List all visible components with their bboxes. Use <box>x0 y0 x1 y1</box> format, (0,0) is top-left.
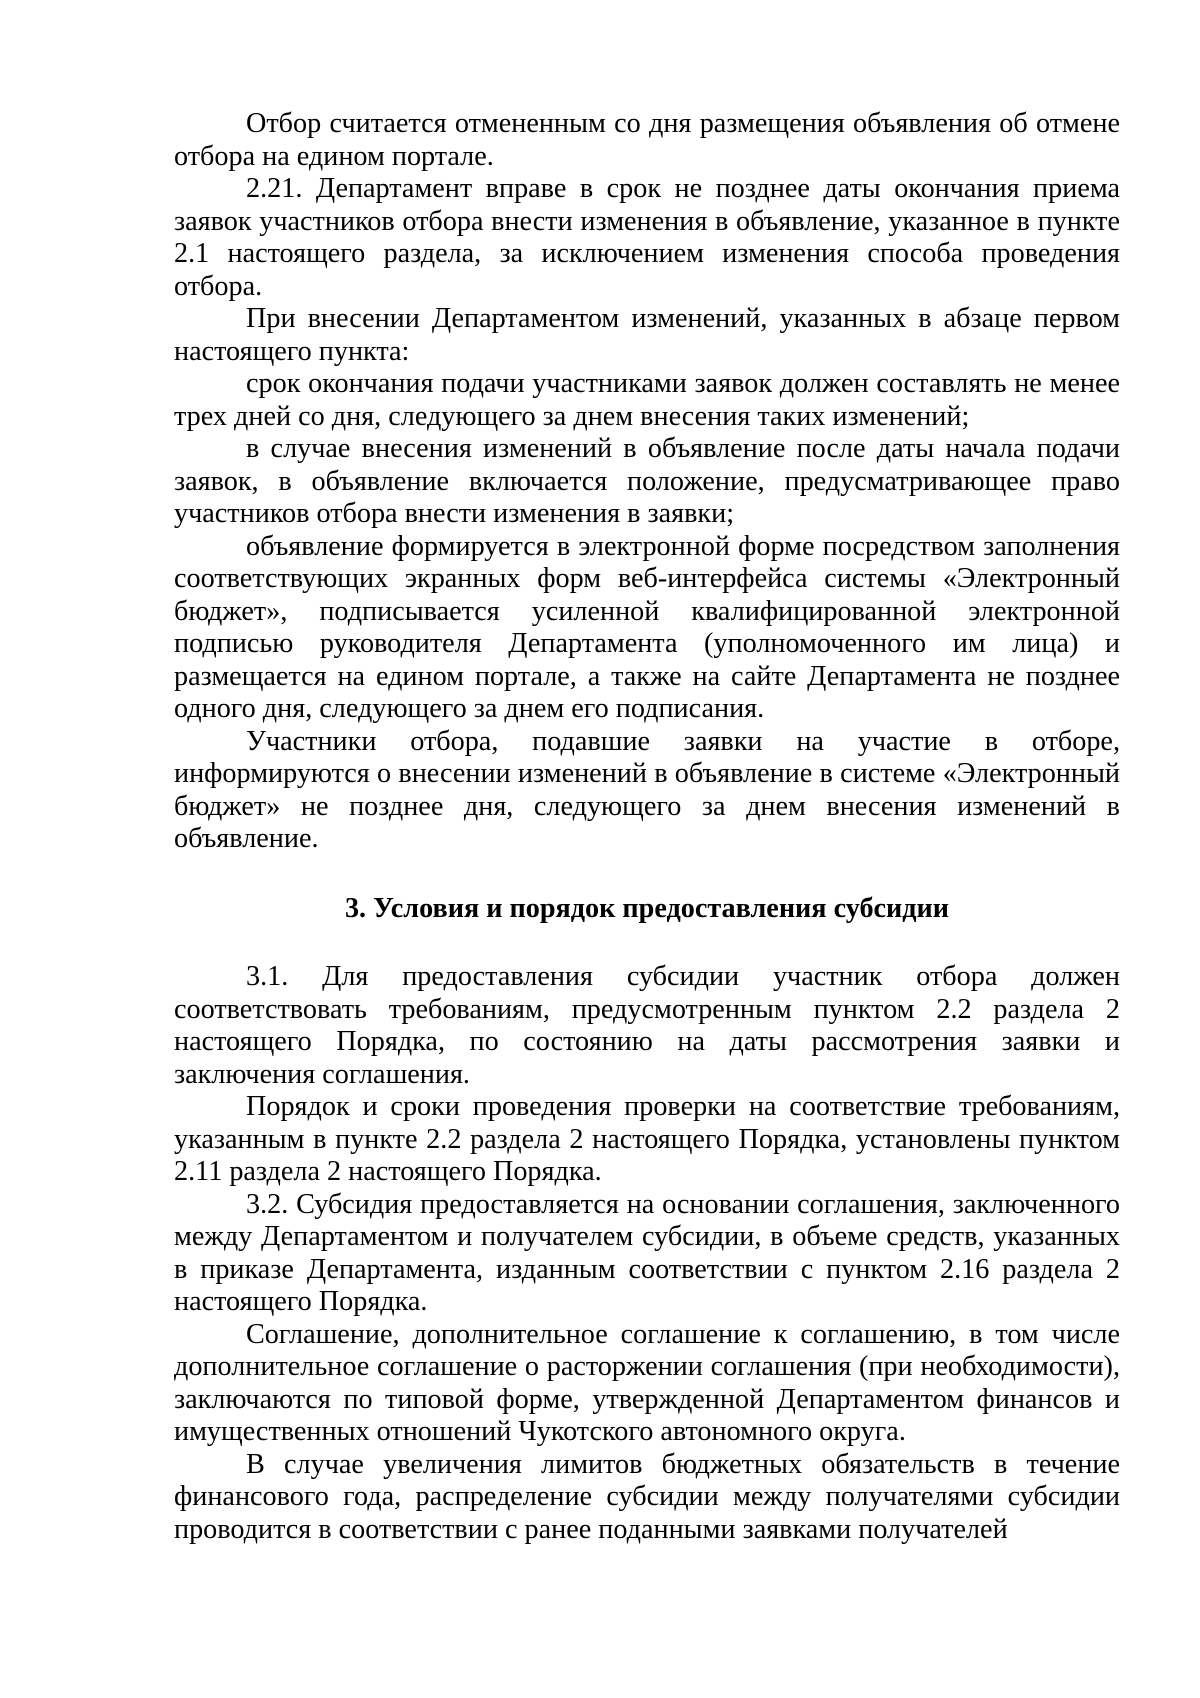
paragraph-amend-applications: в случае внесения изменений в объявление после даты начала подачи заявок, в объявление включается положение, предусматривающее право участников отбора внести изменения в заявки; <box>174 433 1120 529</box>
section-heading: 3. Условия и порядок предоставления субсидии <box>344 892 950 924</box>
paragraph-participants-informed: Участники отбора, подавшие заявки на участие в отборе, информируются о внесении изменений в объявление в системе «Электронный бюджет» не позднее дня, следующего за днем внесения изменений в объявление. <box>174 725 1120 854</box>
paragraph-electronic-form: объявление формируется в электронной форме посредством заполнения соответствующих экранных форм веб-интерфейса системы «Электронный бюджет», подписывается усиленной квалифицированной электронной подписью руководителя Департамента (уполномоченного им лица) и размещается на едином портале, а также на сайте Департамента не позднее одного дня, следующего за днем его подписания. <box>174 530 1120 724</box>
paragraph-cancel-notice: Отбор считается отмененным со дня размещения объявления об отмене отбора на едином портале. <box>174 108 1120 172</box>
paragraph-2-21: 2.21. Департамент вправе в срок не позднее даты окончания приема заявок участников отбора внести изменения в объявление, указанное в пункте 2.1 настоящего раздела, за исключением изменения способа проведения отбора. <box>174 173 1120 302</box>
paragraph-3-2: 3.2. Субсидия предоставляется на основании соглашения, заключенного между Департаментом и получателем субсидии, в объеме средств, указанных в приказе Департамента, изданным соответствии с пунктом 2.16 раздела 2 настоящего Порядка. <box>174 1188 1120 1317</box>
paragraph-changes-intro: При внесении Департаментом изменений, указанных в абзаце первом настоящего пункта: <box>174 303 1120 367</box>
document-page <box>174 108 1120 1546</box>
paragraph-agreement-form: Соглашение, дополнительное соглашение к соглашению, в том числе дополнительное соглашение о расторжении соглашения (при необходимости), заключаются по типовой форме, утвержденной Департаментом финансов и имущественных отношений Чукотского автономного округа. <box>174 1318 1120 1447</box>
paragraph-deadline: срок окончания подачи участниками заявок должен составлять не менее трех дней со дня, следующего за днем внесения таких изменений; <box>174 368 1120 432</box>
paragraph-verification: Порядок и сроки проведения проверки на соответствие требованиям, указанным в пункте 2.2 раздела 2 настоящего Порядка, установлены пунктом 2.11 раздела 2 настоящего Порядка. <box>174 1091 1120 1187</box>
paragraph-limits-increase: В случае увеличения лимитов бюджетных обязательств в течение финансового года, распределение субсидии между получателями субсидии проводится в соответствии с ранее поданными заявками получателей <box>174 1448 1120 1545</box>
paragraph-3-1: 3.1. Для предоставления субсидии участник отбора должен соответствовать требованиям, предусмотренным пунктом 2.2 раздела 2 настоящего Порядка, по состоянию на даты рассмотрения заявки и заключения соглашения. <box>174 961 1120 1090</box>
